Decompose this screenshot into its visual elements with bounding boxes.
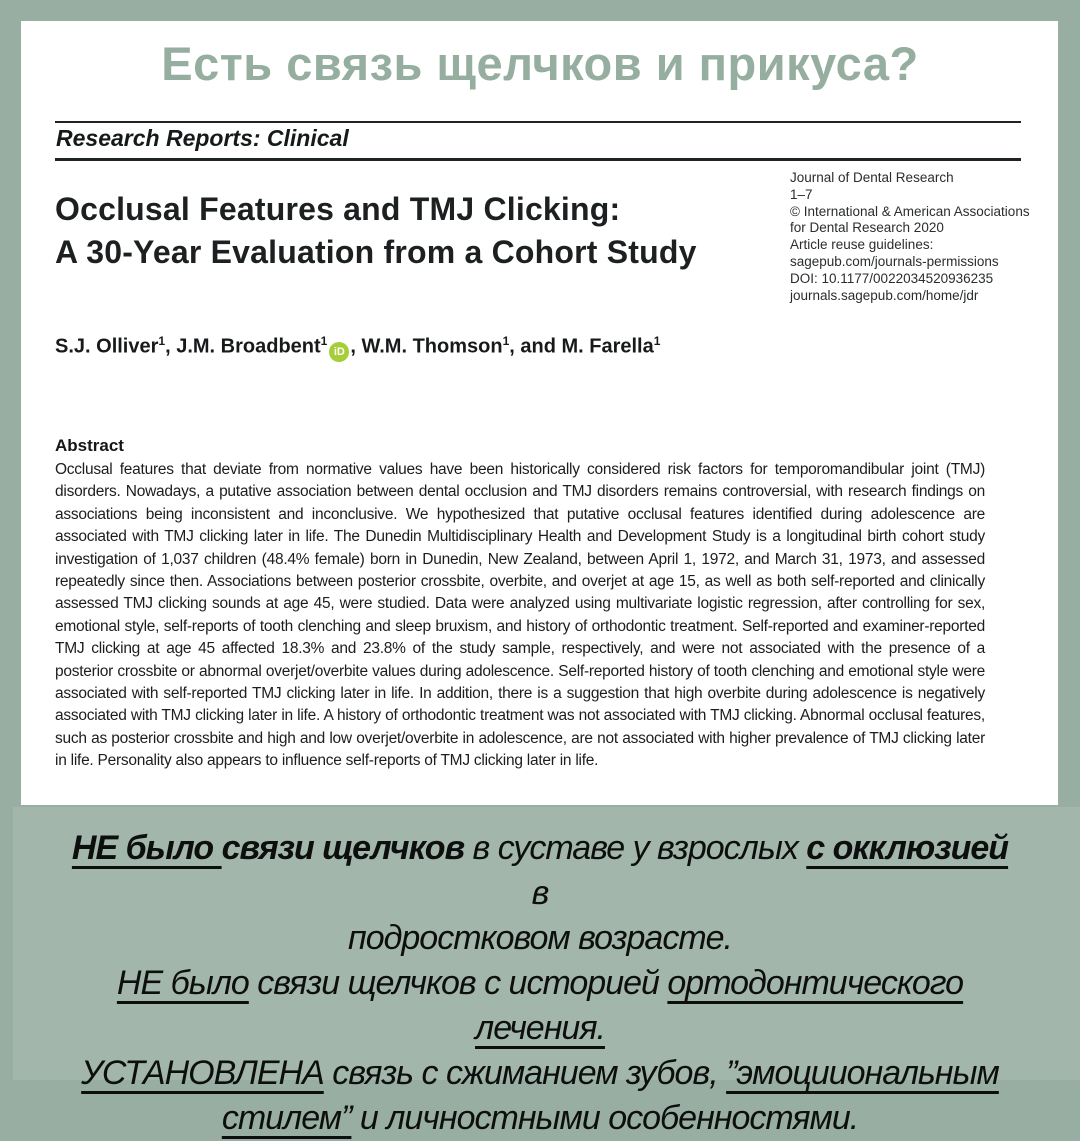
author-name: M. Farella (561, 335, 654, 358)
abstract-text: Occlusal features that deviate from normative values have been historically considered risk factors for temporomandibular joint (TMJ) disorders. Nowadays, a putative association between dental occlusion and TMJ disorders remains controversial, with research findings on associations being inconsistent and inconclusive. We hypothesized that putative occlusal features identified during adolescence are associated with TMJ clicking later in life. The Dunedin Multidisciplinary Health and Development Study is a longitudinal birth cohort study investigation of 1,037 children (48.4% female) born in Dunedin, New Zealand, between April 1, 1972, and March 31, 1973, and assessed repeatedly since then. Associations between posterior crossbite, overbite, and overjet at age 15, as well as both self-reported and clinically assessed TMJ clicking sounds at age 45, were studied. Data were analyzed using multivariate logistic regression, after controlling for sex, emotional style, self-reports of tooth clenching and sleep bruxism, and history of orthodontic treatment. Self-reported and examiner-reported TMJ clicking at age 45 affected 18.3% and 23.8% of the study sample, respectively, and were not associated with the presence of a posterior crossbite or abnormal overjet/overbite values during adolescence. Self-reported history of tooth clenching and emotional style were associated with self-reported TMJ clicking later in life. In addition, there is a suggestion that high overbite during adolescence is negatively associated with TMJ clicking later in life. A history of orthodontic treatment was not associated with TMJ clicking. Abnormal occlusal features, such as posterior crossbite and high and low overjet/overbite in adolescence, are not associated with higher prevalence of TMJ clicking later in life. Personality also appears to influence self-reports of TMJ clicking later in life. (55, 461, 985, 770)
author-joiner: , (350, 335, 362, 358)
section-rule-top (55, 121, 1021, 123)
journal-info-line: journals.sagepub.com/home/jdr (790, 287, 979, 303)
article-title-line2: A 30-Year Evaluation from a Cohort Study (55, 234, 697, 270)
annotation-run: стилем” (221, 1099, 352, 1137)
annotation-run: НЕ было (116, 964, 249, 1002)
journal-info (790, 170, 1060, 304)
annotation-paragraph (70, 826, 1010, 961)
journal-info-line: Article reuse guidelines: (790, 237, 934, 253)
journal-info-line: 1–7 (790, 186, 813, 202)
journal-info-line: © International & American Associations (790, 203, 1030, 219)
author-joiner: , (165, 335, 177, 358)
journal-info-line: Journal of Dental Research (790, 170, 954, 185)
orcid-icon: iD (329, 342, 349, 362)
annotations (70, 826, 1010, 1141)
section-label: Research Reports: Clinical (56, 125, 349, 151)
annotation-run: УСТАНОВЛЕНА (81, 1054, 324, 1092)
annotation-run: и личностными особенностями. (351, 1099, 859, 1137)
authors-line (55, 334, 660, 362)
annotation-run: связи щелчков (221, 829, 465, 867)
journal-info-line: DOI: 10.1177/0022034520936235 (790, 270, 994, 286)
annotation-run: связь с сжиманием зубов, (323, 1054, 727, 1092)
annotation-run: НЕ было (71, 829, 222, 867)
annotation-paragraph (70, 1051, 1010, 1141)
annotation-paragraph (70, 961, 1010, 1051)
author-affiliation-sup: 1 (320, 334, 328, 348)
annotation-run: ортодонтического лечения. (475, 964, 964, 1047)
article-title (55, 188, 697, 274)
annotation-run: связи щелчков с историей (248, 964, 668, 1002)
section-rule-bottom (55, 158, 1021, 161)
abstract-heading: Abstract (55, 436, 124, 455)
author-name: W.M. Thomson (361, 335, 503, 358)
annotation-run: с окклюзией (806, 829, 1009, 867)
journal-info-line: sagepub.com/journals-permissions (790, 253, 999, 269)
annotation-run: подростковом возрасте. (347, 919, 732, 957)
author-affiliation-sup: 1 (158, 334, 166, 348)
author-affiliation-sup: 1 (653, 334, 661, 348)
author-joiner: , and (509, 335, 562, 358)
annotation-run: ”эмоцииональным (726, 1054, 999, 1092)
journal-info-line: for Dental Research 2020 (790, 220, 944, 236)
post-title: Есть связь щелчков и прикуса? (161, 37, 919, 90)
author-name: S.J. Olliver (55, 335, 159, 358)
author-name: J.M. Broadbent (176, 335, 321, 358)
annotation-run: в суставе у взрослых (464, 829, 807, 867)
article-title-line1: Occlusal Features and TMJ Clicking: (55, 191, 621, 227)
annotation-run: в (531, 874, 549, 912)
author-affiliation-sup: 1 (502, 334, 510, 348)
